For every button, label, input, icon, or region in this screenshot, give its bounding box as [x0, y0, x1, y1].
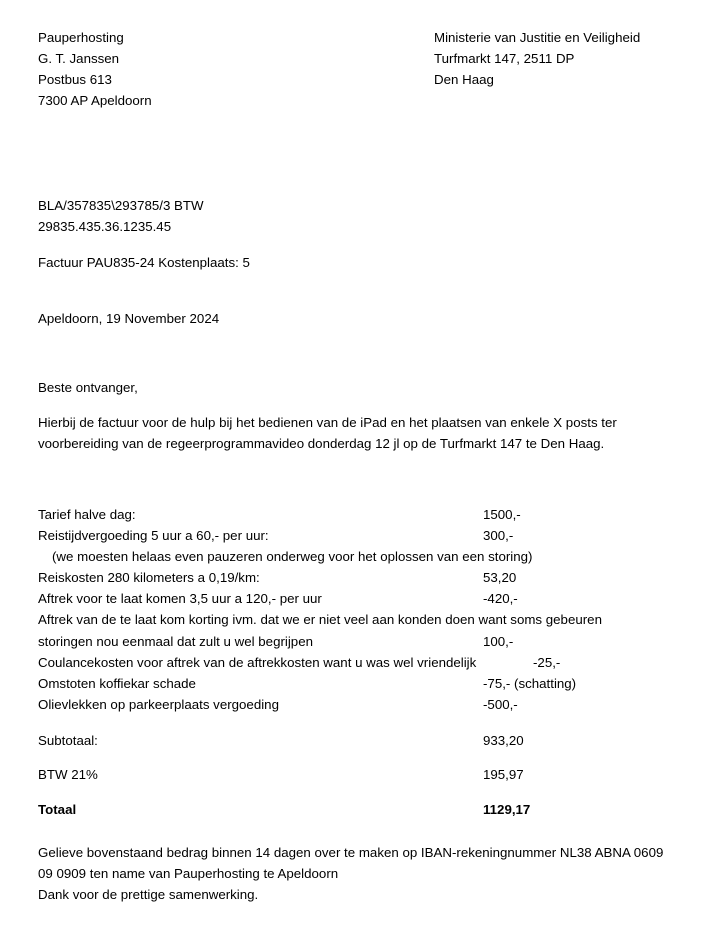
place-date: Apeldoorn, 19 November 2024 [38, 311, 220, 326]
intro-line-1: Hierbij de factuur voor de hulp bij het bedienen van de iPad en het plaatsen van enkele X posts ter [38, 415, 617, 430]
line-amount: -75,- (schatting) [483, 676, 577, 691]
line-amount: -25,- [533, 655, 561, 670]
line-amount: 53,20 [483, 570, 517, 585]
line-amount: 1500,- [483, 507, 521, 522]
line-label: storingen nou eenmaal dat zult u wel begrijpen [38, 634, 313, 649]
closing-line-1: Gelieve bovenstaand bedrag binnen 14 dagen over te maken op IBAN-rekeningnummer NL38 ABNA 0609 [38, 845, 664, 860]
sender-contact: G. T. Janssen [38, 51, 120, 66]
closing-line-2: 09 0909 ten name van Pauperhosting te Apeldoorn [38, 866, 339, 881]
line-amount: 300,- [483, 528, 514, 543]
line-label: Aftrek voor te laat komen 3,5 uur a 120,- per uur [38, 591, 322, 606]
intro-line-2: voorbereiding van de regeerprogrammavideo donderdag 12 jl op de Turfmarkt 147 te Den Haag. [38, 436, 605, 451]
line-label: Coulancekosten voor aftrek van de aftrekkosten want u was wel vriendelijk [38, 655, 477, 670]
sender-name: Pauperhosting [38, 30, 124, 45]
salutation: Beste ontvanger, [38, 380, 138, 395]
line-note: (we moesten helaas even pauzeren onderweg voor het oplossen van een storing) [52, 549, 533, 564]
line-amount: -420,- [483, 591, 518, 606]
line-label: Reiskosten 280 kilometers a 0,19/km: [38, 570, 260, 585]
total-label: Totaal [38, 802, 77, 817]
recipient-name: Ministerie van Justitie en Veiligheid [434, 30, 641, 45]
line-label: Omstoten koffiekar schade [38, 676, 196, 691]
subtotal-amount: 933,20 [483, 733, 524, 748]
line-label: Tarief halve dag: [38, 507, 136, 522]
closing-line-3: Dank voor de prettige samenwerking. [38, 887, 259, 902]
sender-postbox: Postbus 613 [38, 72, 112, 87]
vat-amount: 195,97 [483, 767, 524, 782]
vat-label: BTW 21% [38, 767, 98, 782]
recipient-street: Turfmarkt 147, 2511 DP [434, 51, 575, 66]
line-label: Olievlekken op parkeerplaats vergoeding [38, 697, 279, 712]
line-label-continued: Aftrek van de te laat kom korting ivm. dat we er niet veel aan konden doen want soms gebeuren [38, 612, 602, 627]
sender-city: 7300 AP Apeldoorn [38, 93, 152, 108]
invoice-number: Factuur PAU835-24 Kostenplaats: 5 [38, 255, 250, 270]
subtotal-label: Subtotaal: [38, 733, 98, 748]
vat-reference: BLA/357835\293785/3 BTW [38, 198, 204, 213]
line-label: Reistijdvergoeding 5 uur a 60,- per uur: [38, 528, 269, 543]
line-amount: 100,- [483, 634, 514, 649]
reference-number: 29835.435.36.1235.45 [38, 219, 172, 234]
total-amount: 1129,17 [483, 802, 531, 817]
line-amount: -500,- [483, 697, 518, 712]
recipient-city: Den Haag [434, 72, 494, 87]
